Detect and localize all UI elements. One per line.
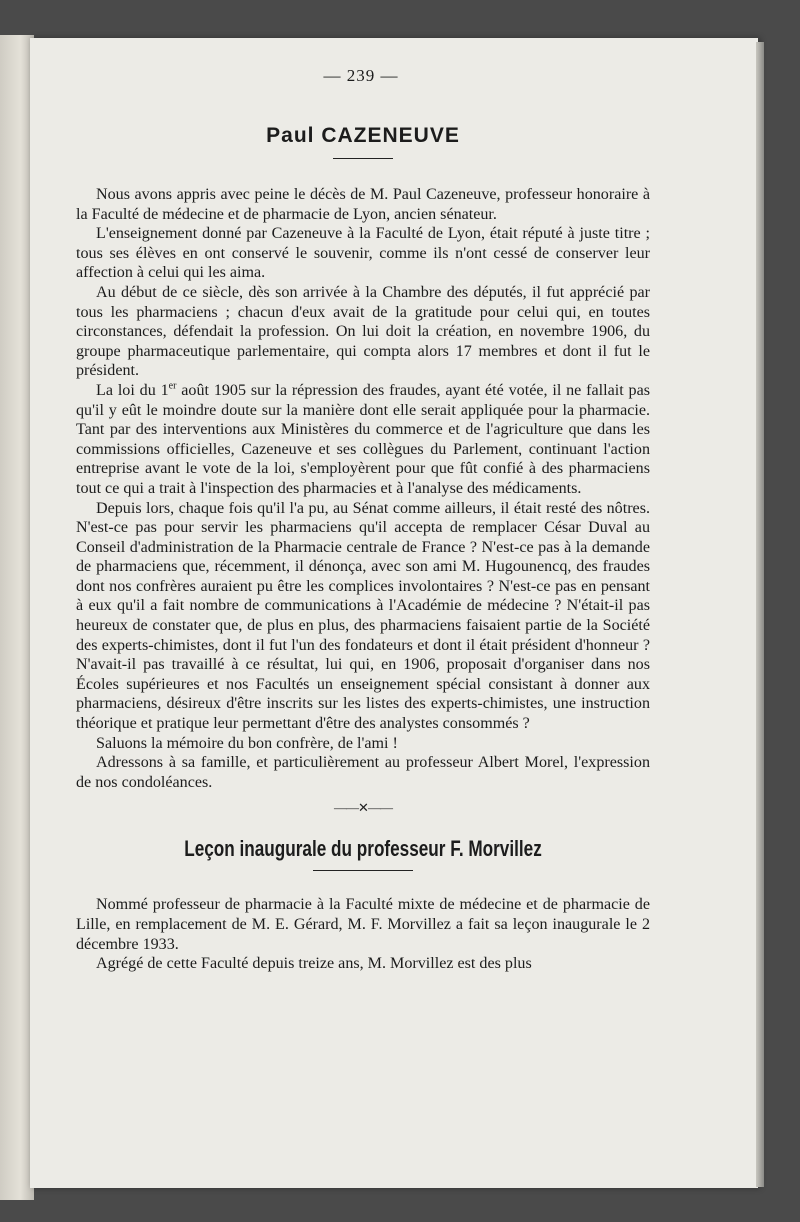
paragraph-rest: août 1905 sur la répression des fraudes, ayant été votée, il ne fallait pas qu'il y eût le moindre doute sur la manière dont elle serait appliquée pour la pharmacie. Tant par des interventions aux Ministères du commerce et de l'agriculture que dans les commissions officielles, Cazeneuve et ses collègues du Parlement, continuant l'action entreprise avant le vote de la loi, s'employèrent pour que fût confié à des pharmaciens tout ce qui a trait à l'inspection des pharmacies et à l'analyse des médicaments. (76, 381, 650, 497)
paragraph: Agrégé de cette Faculté depuis treize ans, M. Morvillez est des plus (96, 955, 532, 973)
paragraph (76, 381, 650, 499)
paragraph: Adressons à sa famille, et particulièrement au professeur Albert Morel, l'expression de nos condoléances. (76, 754, 650, 791)
title-underline (313, 870, 413, 871)
section-separator: ——✕—— (334, 800, 392, 816)
previous-page-edge (0, 35, 34, 1200)
page-content (76, 66, 650, 974)
article-body-morvillez (76, 895, 650, 973)
paragraph: Nous avons appris avec peine le décès de M. Paul Cazeneuve, professeur honoraire à la Faculté de médecine et de pharmacie de Lyon, ancien sénateur. (76, 186, 650, 223)
title-underline (333, 158, 393, 159)
paragraph: Saluons la mémoire du bon confrère, de l'ami ! (96, 734, 398, 752)
article-body-cazeneuve (76, 185, 650, 792)
page-stack-edge (756, 42, 764, 1187)
paragraph: Depuis lors, chaque fois qu'il l'a pu, au Sénat comme ailleurs, il était resté des nôtres. N'est-ce pas pour servir les pharmaciens qu'il accepta de remplacer César Duval au Conseil d'administration de la Pharmacie centrale de France ? N'est-ce pas à la demande de pharmaciens que, récemment, il dénonça, avec son ami M. Hugounencq, des fraudes dont nos confrères auraient pu être les complices involontaires ? N'est-ce pas en pensant à eux qu'il a fait nombre de communications à l'Académie de médecine ? N'était-il pas heureux de constater que, de plus en plus, des pharmaciens faisaient partie de la Société des experts-chimistes, dont il fut l'un des fondateurs et dont il était président d'honneur ? N'avait-il pas travaillé à ce résultat, lui qui, en 1906, proposait d'organiser dans nos Écoles supérieures et nos Facultés un enseignement spécial consistant à donner aux pharmaciens, désireux d'être inscrits sur les listes des experts-chimistes, une instruction théorique et pratique leur permettant d'être des analystes consommés ? (76, 499, 650, 733)
paragraph-start: La loi du 1 (96, 381, 169, 399)
page-number: — 239 — (323, 66, 399, 85)
paragraph: L'enseignement donné par Cazeneuve à la Faculté de Lyon, était réputé à juste titre ; tous ses élèves en ont conservé le souvenir, comme ils n'ont cessé de conserver leur affection à celui qui les aima. (76, 225, 650, 282)
article-title-cazeneuve: Paul CAZENEUVE (266, 124, 460, 147)
article-title-morvillez: Leçon inaugurale du professeur F. Morvillez (184, 836, 542, 862)
paragraph: Au début de ce siècle, dès son arrivée à la Chambre des députés, il fut apprécié par tous les pharmaciens ; chacun d'eux avait de la gratitude pour celui qui, en toutes circonstances, défendait la profession. On lui doit la création, en novembre 1906, du groupe pharmaceutique parlementaire, qui compta alors 17 membres et dont il fut le président. (76, 283, 650, 380)
paragraph: Nommé professeur de pharmacie à la Faculté mixte de médecine et de pharmacie de Lille, en remplacement de M. E. Gérard, M. F. Morvillez a fait sa leçon inaugurale le 2 décembre 1933. (76, 896, 650, 953)
superscript: er (168, 380, 177, 392)
